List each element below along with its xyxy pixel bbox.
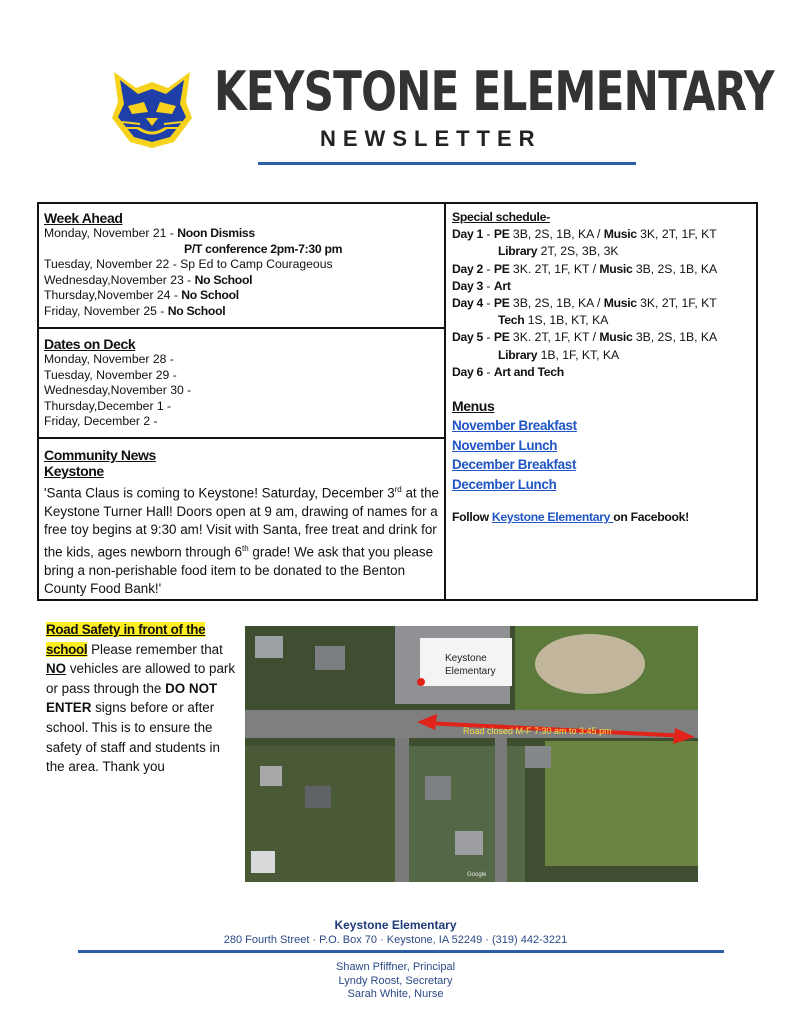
schedule-subrow: Library 2T, 2S, 3B, 3K bbox=[498, 244, 619, 259]
schedule-row: Day 2 - PE 3K. 2T, 1F, KT / Music 3B, 2S, 1B, KA bbox=[452, 261, 718, 276]
footer-address: 280 Fourth Street · P.O. Box 70 · Keystone, IA 52249 · (319) 442-3221 bbox=[223, 934, 568, 946]
week-line: Monday, November 21 - Noon Dismiss bbox=[44, 226, 255, 240]
staff-nurse: Sarah White, Nurse bbox=[347, 988, 444, 1001]
menus-section bbox=[452, 398, 752, 494]
schedule-row: Day 4 - PE 3B, 2S, 1B, KA / Music 3K, 2T, 1F, KT bbox=[452, 296, 717, 311]
map-label-line2: Elementary bbox=[445, 666, 496, 677]
deck-line: Thursday,December 1 - bbox=[44, 398, 172, 413]
column-divider bbox=[444, 202, 446, 601]
menu-link-december-breakfast[interactable]: December Breakfast bbox=[452, 457, 577, 472]
footer-rule bbox=[78, 950, 724, 953]
community-news-title: Community News bbox=[44, 447, 156, 463]
schedule-row: Day 5 - PE 3K. 2T, 1F, KT / Music 3B, 2S, 1B, KA bbox=[452, 330, 718, 345]
staff-principal: Shawn Pfiffner, Principal bbox=[335, 961, 456, 973]
section-divider bbox=[37, 437, 446, 439]
schedule-row: Day 3 - Art bbox=[452, 278, 511, 293]
newsletter-subtitle: NEWSLETTER bbox=[320, 126, 542, 151]
week-line: Thursday,November 24 - No School bbox=[44, 288, 239, 302]
week-line: Tuesday, November 22 - Sp Ed to Camp Courageous bbox=[44, 257, 333, 271]
road-safety-notice: Road Safety in front of the school Please remember that NO vehicles are allowed to park or pass through the DO NOT ENTER signs before or after school. This is to ensure the safety of staff and students in the area. Thank you bbox=[46, 622, 236, 775]
community-subtitle: Keystone bbox=[44, 463, 104, 479]
menus-title: Menus bbox=[452, 398, 495, 414]
deck-line: Wednesday,November 30 - bbox=[44, 383, 192, 397]
header-rule bbox=[258, 162, 636, 165]
school-title: KEYSTONE ELEMENTARY bbox=[214, 60, 774, 123]
schedule-subrow: Tech 1S, 1B, KT, KA bbox=[498, 313, 609, 328]
schedule-row: Day 1 - PE 3B, 2S, 1B, KA / Music 3K, 2T, 1F, KT bbox=[452, 227, 717, 242]
community-news-section bbox=[44, 447, 440, 599]
road-safety-title: Road Safety in front of the school bbox=[46, 622, 206, 657]
deck-line: Monday, November 28 - bbox=[44, 352, 174, 366]
community-story: 'Santa Claus is coming to Keystone! Saturday, December 3rd at the Keystone Turner Hall! Doors open at 9 am, drawing of names for a free toy begins at 9:30 am! Visit with Santa, free treat and drink for the kids, ages newborn through 6th grade! We ask that you please bring a non-perishable food item to be donated to the Benton County Food Bank!' bbox=[44, 485, 439, 597]
dates-on-deck-section bbox=[44, 336, 440, 430]
dates-on-deck-title: Dates on Deck bbox=[44, 336, 136, 352]
schedule-row: Day 6 - Art and Tech bbox=[452, 364, 564, 379]
week-line: Friday, November 25 - No School bbox=[44, 303, 226, 318]
wildcat-logo-icon bbox=[108, 62, 196, 150]
menu-link-december-lunch[interactable]: December Lunch bbox=[452, 476, 557, 492]
week-ahead-section bbox=[44, 210, 440, 319]
footer-school-name: Keystone Elementary bbox=[334, 918, 457, 932]
week-line: P/T conference 2pm-7:30 pm bbox=[184, 241, 343, 256]
map-label-line1: Keystone bbox=[445, 653, 487, 664]
menu-link-november-breakfast[interactable]: November Breakfast bbox=[452, 418, 577, 433]
deck-line: Friday, December 2 - bbox=[44, 414, 158, 428]
facebook-link[interactable]: Keystone Elementary bbox=[491, 510, 614, 524]
special-schedule-section bbox=[452, 209, 752, 381]
menu-link-november-lunch[interactable]: November Lunch bbox=[452, 437, 558, 453]
staff-secretary: Lyndy Roost, Secretary bbox=[338, 974, 453, 987]
deck-line: Tuesday, November 29 - bbox=[44, 367, 177, 382]
road-closed-note: Road closed M-F 7:30 am to 3:45 pm bbox=[463, 726, 612, 736]
school-aerial-map bbox=[245, 626, 698, 882]
staff-list bbox=[0, 961, 791, 1002]
schedule-subrow: Library 1B, 1F, KT, KA bbox=[498, 347, 620, 362]
week-ahead-title: Week Ahead bbox=[44, 210, 123, 226]
facebook-follow: Follow Keystone Elementary on Facebook! bbox=[452, 510, 689, 524]
special-schedule-title: Special schedule- bbox=[452, 210, 550, 224]
map-watermark: Google bbox=[467, 872, 487, 878]
section-divider bbox=[37, 327, 446, 329]
week-line: Wednesday,November 23 - No School bbox=[44, 272, 253, 287]
